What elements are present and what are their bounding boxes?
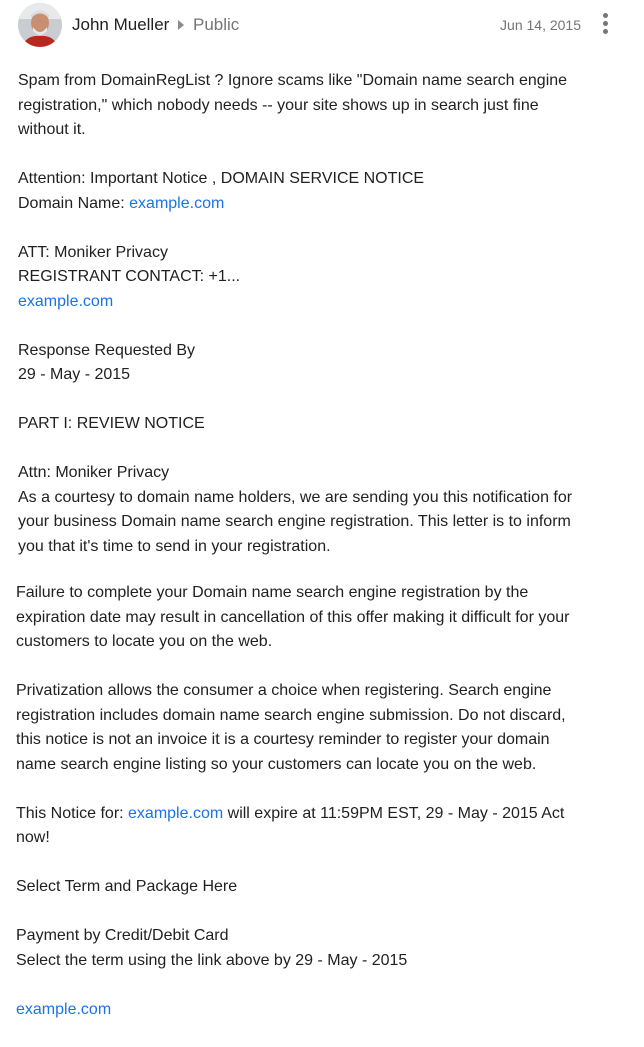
expire-line <box>16 802 624 827</box>
domain-name-label: Domain Name: <box>18 194 130 212</box>
part-heading <box>18 412 624 437</box>
att-line: ATT: Moniker Privacy <box>18 243 168 261</box>
intro-paragraph <box>18 69 624 143</box>
select-paragraph <box>16 875 624 900</box>
courtesy-line: you that it's time to send in your registration. <box>18 537 331 555</box>
expire-paragraph <box>16 802 624 851</box>
expire-link[interactable]: example.com <box>128 804 224 822</box>
att-paragraph <box>18 241 624 315</box>
failure-line: expiration date may result in cancellation of this offer making it difficult for your <box>16 608 570 626</box>
response-date: 29 - May - 2015 <box>18 366 131 383</box>
notice-paragraph <box>18 167 624 216</box>
courtesy-line: your business Domain name search engine registration. This letter is to inform <box>18 513 571 530</box>
post-body <box>0 69 644 1047</box>
failure-paragraph <box>16 581 624 655</box>
caret-right-icon <box>178 20 184 30</box>
notice-attention: Attention: Important Notice , DOMAIN SERVICE NOTICE <box>18 170 425 187</box>
courtesy-line: As a courtesy to domain name holders, we are sending you this notification for <box>18 488 573 506</box>
select-term-text: Select Term and Package Here <box>16 878 238 895</box>
failure-line: Failure to complete your Domain name search engine registration by the <box>16 584 529 601</box>
part-title: PART I: REVIEW NOTICE <box>18 415 205 432</box>
post-date[interactable]: Jun 14, 2015 <box>500 17 581 33</box>
expire-prefix: This Notice for: <box>16 804 129 822</box>
post-body-part-2 <box>0 581 644 1022</box>
payment-paragraph <box>16 924 624 973</box>
failure-line: customers to locate you on the web. <box>16 633 273 650</box>
author-name[interactable]: John Mueller <box>72 15 170 34</box>
final-link-paragraph <box>16 998 624 1023</box>
domain-link[interactable]: example.com <box>129 194 225 212</box>
registrant-contact: REGISTRANT CONTACT: +1... <box>18 268 241 285</box>
post-header <box>0 0 644 52</box>
intro-line: Spam from DomainRegList ? Ignore scams like "Domain name search engine <box>18 72 568 89</box>
expire-line-2: now! <box>16 829 50 846</box>
privatization-line: name search engine listing so your customers can locate you on the web. <box>16 755 537 773</box>
courtesy-line: Attn: Moniker Privacy <box>18 464 170 481</box>
domain-name-line <box>18 192 624 217</box>
avatar[interactable] <box>18 3 62 47</box>
privatization-line: this notice is not an invoice it is a courtesy reminder to register your domain <box>16 731 550 748</box>
courtesy-paragraph <box>18 461 624 559</box>
privatization-line: Privatization allows the consumer a choice when registering. Search engine <box>16 682 552 699</box>
privatization-line: registration includes domain name search engine submission. Do not discard, <box>16 706 566 724</box>
intro-line: registration," which nobody needs -- your site shows up in search just fine <box>18 96 539 114</box>
post-body-part-1 <box>0 69 644 559</box>
expire-suffix: will expire at 11:59PM EST, 29 - May - 2015 Act <box>223 804 565 822</box>
visibility-label: Public <box>193 15 240 34</box>
more-vert-icon[interactable] <box>598 12 612 38</box>
payment-line: Select the term using the link above by 29 - May - 2015 <box>16 951 408 969</box>
payment-line: Payment by Credit/Debit Card <box>16 927 229 944</box>
response-paragraph <box>18 339 624 388</box>
att-link[interactable]: example.com <box>18 292 114 310</box>
intro-line: without it. <box>18 121 86 138</box>
response-line: Response Requested By <box>18 341 195 359</box>
privatization-paragraph <box>16 679 624 777</box>
final-link[interactable]: example.com <box>16 1000 112 1018</box>
